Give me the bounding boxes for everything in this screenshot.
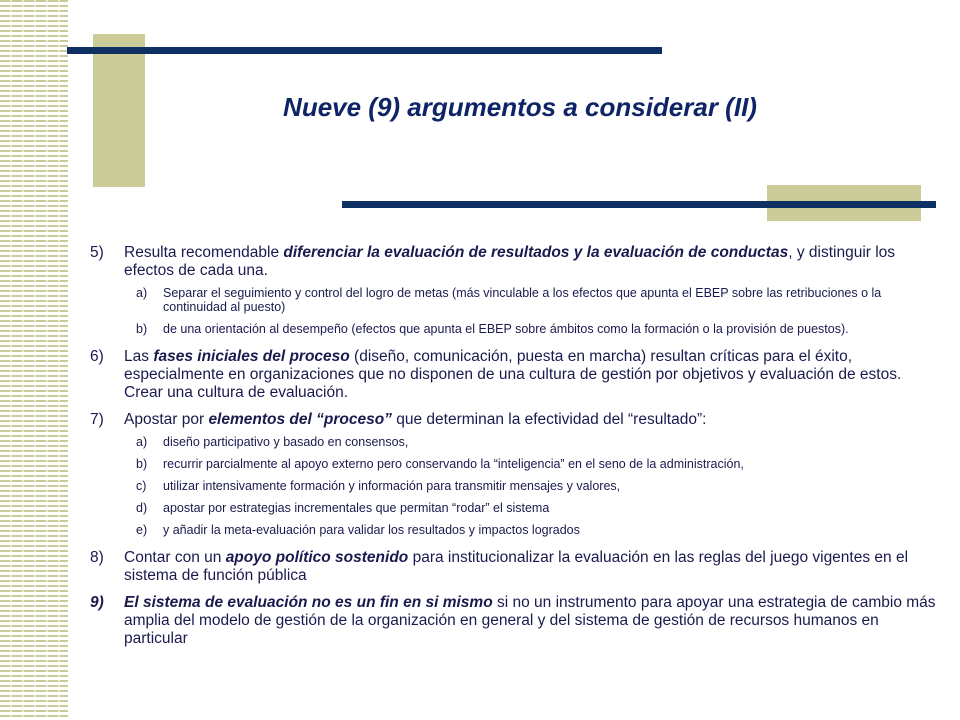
- list-item-text-post: que determinan la efectividad del “resultado”:: [391, 411, 707, 428]
- list-item: [90, 244, 936, 336]
- list-item-emphasis: fases iniciales del proceso: [153, 348, 350, 365]
- sub-list-item: [56, 435, 936, 449]
- list-item-text: [124, 411, 936, 429]
- sub-list-item-text: utilizar intensivamente formación y información para transmitir mensajes y valores,: [163, 479, 621, 493]
- sub-list-item: [56, 523, 936, 537]
- list-item-number: 9): [90, 594, 104, 611]
- sub-list-item-text: apostar por estrategias incrementales que permitan “rodar” el sistema: [163, 501, 550, 515]
- decorative-block-top: [93, 34, 145, 187]
- list-item-text-pre: Contar con un: [124, 549, 226, 566]
- list-item-number: 6): [90, 348, 104, 365]
- sub-list-item-letter: b): [136, 322, 148, 336]
- sub-list-item-letter: c): [136, 479, 147, 493]
- list-item-number: 5): [90, 244, 104, 261]
- sub-list-item-text: recurrir parcialmente al apoyo externo pero conservando la “inteligencia” en el seno de la administración,: [163, 457, 744, 471]
- list-item-text-pre: Resulta recomendable: [124, 244, 284, 261]
- list-item-text-pre: Apostar por: [124, 411, 209, 428]
- sub-list-item: [56, 322, 936, 336]
- sub-list-item-letter: a): [136, 435, 148, 449]
- list-item-emphasis: El sistema de evaluación no es un fin en si mismo: [124, 594, 493, 611]
- sub-list-item-text: y añadir la meta-evaluación para validar los resultados y impactos logrados: [163, 523, 580, 537]
- list-item: [90, 411, 936, 537]
- decorative-line-bottom: [342, 201, 936, 208]
- side-stripe-pattern: [0, 0, 68, 720]
- list-item: [90, 348, 936, 402]
- list-item-text: [124, 549, 936, 585]
- list-item-text-post: , y distinguir los efectos de cada una.: [124, 244, 896, 279]
- sub-list-item-letter: e): [136, 523, 148, 537]
- list-item-emphasis: diferenciar la evaluación de resultados y la evaluación de conductas: [283, 244, 789, 261]
- list-item-number: 7): [90, 411, 104, 428]
- sub-list-item-letter: b): [136, 457, 148, 471]
- list-item-text-post: si no un instrumento para apoyar una estrategia de cambio más amplia del modelo de gestión de la organización en general y del sistema de gestión de recursos humanos en particular: [124, 594, 936, 647]
- list-item-number: 8): [90, 549, 104, 566]
- list-item-text: [124, 348, 936, 402]
- sub-list-item-text: diseño participativo y basado en consensos,: [163, 435, 409, 449]
- decorative-line-top: [67, 47, 662, 54]
- sub-list-item-text: de una orientación al desempeño (efectos que apunta el EBEP sobre ámbitos como la formación o la provisión de puestos).: [163, 322, 849, 336]
- sub-list-item: [56, 457, 936, 471]
- sub-list-item-letter: d): [136, 501, 148, 515]
- sub-list-item: [56, 501, 936, 515]
- list-item-text-pre: Las: [124, 348, 154, 365]
- list-item-text-post: para institucionalizar la evaluación en las reglas del juego vigentes en el sistema de función pública: [124, 549, 909, 584]
- list-item-emphasis: elementos del “proceso”: [208, 411, 392, 428]
- list-item-text: [124, 594, 936, 648]
- sub-list-item: [56, 286, 936, 314]
- list-item: [90, 549, 936, 585]
- list-item-text: [124, 244, 936, 280]
- list-item-emphasis: apoyo político sostenido: [225, 549, 409, 566]
- sub-list-item-text: Separar el seguimiento y control del logro de metas (más vinculable a los efectos que apunta el EBEP sobre las retribuciones o la continuidad al puesto): [163, 286, 882, 314]
- sub-list-item-letter: a): [136, 286, 148, 300]
- sub-list-item: [56, 479, 936, 493]
- slide-content: [90, 244, 936, 657]
- list-item: [90, 594, 936, 648]
- list-item-text-post: (diseño, comunicación, puesta en marcha) resultan críticas para el éxito, especialmente en organizaciones que no disponen de una cultura de gestión por objetivos y evaluación de estos. Crear una cultura de evaluación.: [124, 348, 902, 401]
- sub-list: [56, 286, 936, 336]
- slide-title: Nueve (9) argumentos a considerar (II): [283, 92, 757, 122]
- sub-list: [56, 435, 936, 537]
